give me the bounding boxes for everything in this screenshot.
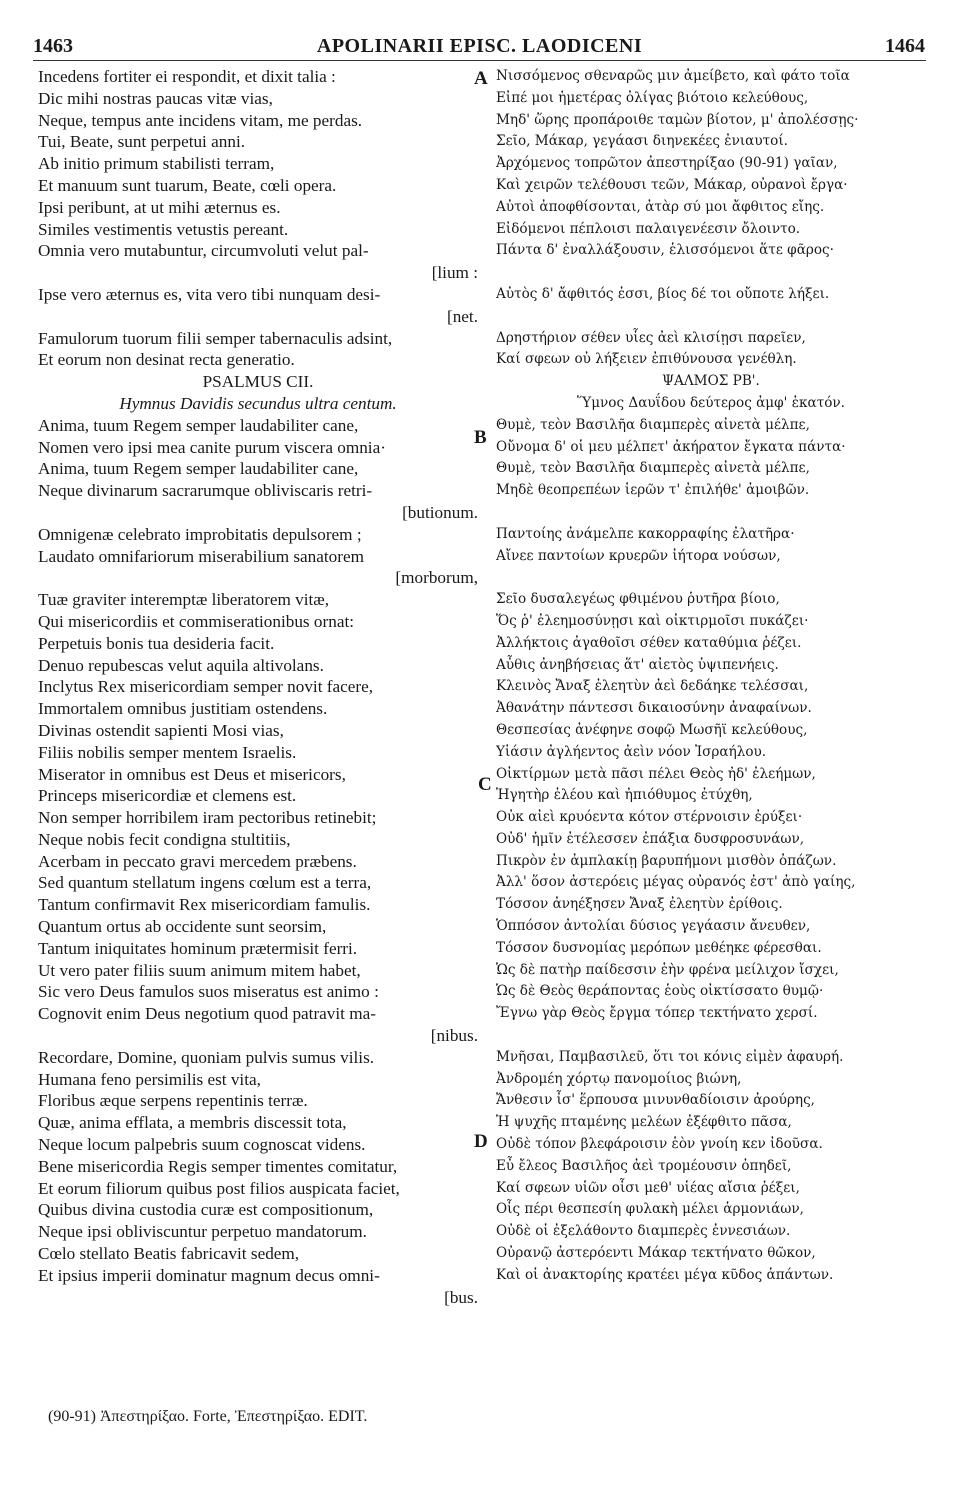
greek-line (496, 1287, 926, 1309)
latin-line: Ipse vero æternus es, vita vero tibi nunquam desi- (38, 284, 381, 304)
greek-line: ΨΑΛΜΟΣ ΡΒ'. (662, 373, 760, 390)
greek-line: Αὖθις ἀνηβήσειας ἅτ' αἰετὸς ὑψιπενήεις. (496, 656, 779, 673)
greek-line: Θυμὲ, τεὸν Βασιλῆα διαμπερὲς αἰνετὰ μέλπε, (496, 416, 810, 433)
latin-line: Miserator in omnibus est Deus et misericors, (38, 764, 346, 784)
latin-line: Hymnus Davidis secundus ultra centum. (119, 393, 397, 413)
greek-line: Ὡς δὲ πατὴρ παίδεσσιν ἑὴν φρένα μείλιχον ἴσχει, (496, 961, 839, 978)
running-title: APOLINARII EPISC. LAODICENI (316, 35, 643, 57)
latin-line: Incedens fortiter ei respondit, et dixit talia : (38, 67, 336, 86)
latin-line: Tantum iniquitates hominum prætermisit ferri. (38, 938, 358, 958)
latin-line: [net. (446, 306, 478, 326)
latin-line: [bus. (444, 1287, 478, 1307)
latin-line: Et eorum filiorum quibus post filios auspicata faciet, (38, 1178, 400, 1198)
latin-line: Cognovit enim Deus negotium quod patravit ma- (38, 1004, 376, 1024)
greek-column (496, 66, 926, 1308)
greek-line: Οὐδὲ τόπον βλεφάροισιν ἑὸν γνοίη κεν ἰδοῦσα. (496, 1136, 823, 1153)
greek-line: Εἰπέ μοι ἡμετέρας ὀλίγας βιότοιο κελεύθους, (496, 89, 809, 106)
greek-line: Εἰδόμενοι πέπλοισι παλαιγενέεσιν ὄλοιντο. (496, 220, 801, 237)
greek-line (496, 567, 926, 589)
latin-line: Tuæ graviter interemptæ liberatorem vitæ, (38, 590, 330, 610)
latin-line: Qui misericordiis et commiserationibus ornat: (38, 611, 354, 631)
page-header (0, 35, 959, 59)
margin-letter-c: C (478, 774, 492, 795)
greek-line: Ὡς δὲ Θεὸς θεράποντας ἑοὺς οἰκτίσσατο θυμῷ· (496, 983, 824, 1000)
greek-line: Ἀλλ' ὅσον ἀστερόεις μέγας οὐρανός ἐστ' ἀπὸ γαίης, (496, 874, 856, 891)
greek-line: Ὅς ῥ' ἐλεημοσύνῃσι καὶ οἰκτιρμοῖσι πυκάζει· (496, 612, 809, 629)
greek-line: Ἡ ψυχῆς πταμένης μελέων ἐξέφθιτο πᾶσα, (496, 1114, 792, 1131)
latin-line: Et eorum non desinat recta generatio. (38, 350, 295, 370)
greek-line: Εὖ ἔλεος Βασιλῆος ἀεὶ τρομέουσιν ὀπηδεῖ, (496, 1157, 792, 1174)
greek-line: Καὶ χειρῶν τελέθουσι τεῶν, Μάκαρ, οὐρανοὶ ἔργα· (496, 176, 848, 193)
latin-line: Famulorum tuorum filii semper tabernaculis adsint, (38, 328, 393, 348)
latin-line: Quibus divina custodia curæ est compositionum, (38, 1200, 374, 1220)
latin-line: Neque nobis fecit condigna stultitiis, (38, 829, 291, 849)
footnote: (90-91) Ἀπεστηρίξαο. Forte, Ἐπεστηρίξαο. EDIT. (48, 1408, 368, 1425)
latin-line: Immortalem omnibus justitiam ostendens. (38, 699, 328, 719)
latin-line: Neque locum palpebris suum cognoscat videns. (38, 1135, 366, 1155)
latin-column (38, 66, 478, 1308)
greek-line: Οὐκ αἰεὶ κρυόεντα κότον στέρνοισιν ἐρύξει· (496, 809, 803, 826)
latin-line: [morborum, (395, 568, 478, 588)
latin-line: Anima, tuum Regem semper laudabiliter cane, (38, 415, 359, 435)
latin-line: Neque divinarum sacrarumque obliviscaris retri- (38, 481, 373, 501)
latin-line: Denuo repubescas velut aquila altivolans. (38, 655, 324, 675)
latin-line: Dic mihi nostras paucas vitæ vias, (38, 88, 273, 108)
greek-line: Υἱάσιν ἀγλήεντος ἀεὶν νόον Ἰσραήλου. (496, 743, 767, 760)
latin-line: Divinas ostendit sapienti Mosi vias, (38, 720, 284, 740)
greek-line: Ὁππόσον ἀντολίαι δύσιος γεγάασιν ἄνευθεν, (496, 918, 811, 935)
greek-line: Αἴνεε παντοίων κρυερῶν ἰήτορα νούσων, (496, 547, 781, 564)
greek-line: Πικρὸν ἐν ἀμπλακίῃ βαρυπήμονι μισθὸν ὀπάζων. (496, 852, 837, 869)
greek-line: Ὕμνος Δαυΐδου δεύτερος ἀμφ' ἑκατόν. (577, 394, 845, 411)
page-number-left: 1463 (33, 35, 73, 57)
greek-line: Δρηστήριον σέθεν υἷες ἀεὶ κλισίῃσι παρεῖεν, (496, 329, 806, 346)
latin-line: Filiis nobilis semper mentem Israelis. (38, 742, 297, 762)
latin-line: Sic vero Deus famulos suos miseratus est animo : (38, 982, 379, 1002)
greek-line: Καί σφεων υἱῶν οἷσι μεθ' υἱέας αἴσια ῥέξει, (496, 1179, 800, 1196)
greek-line: Θεσπεσίας ἀνέφηνε σοφῷ Μωσῆϊ κελεύθους, (496, 721, 808, 738)
margin-letter-d: D (474, 1131, 488, 1152)
greek-line: Ἀλλήκτοις ἀγαθοῖσι σέθεν καταθύμια ῥέζει. (496, 634, 802, 651)
greek-line: Οὔνομα δ' οἱ μευ μέλπετ' ἀκήρατον ἔγκατα πάντα· (496, 438, 846, 455)
latin-line: Ipsi peribunt, at ut mihi æternus es. (38, 197, 281, 217)
latin-line: Floribus æque serpens repentinis terræ. (38, 1091, 308, 1111)
latin-line: Tantum confirmavit Rex misericordiam famulis. (38, 895, 371, 915)
latin-line: Et manuum sunt tuarum, Beate, cœli opera. (38, 175, 337, 195)
latin-line: PSALMUS CII. (202, 372, 314, 392)
margin-letter-b: B (474, 427, 487, 448)
latin-line: Bene misericordia Regis semper timentes comitatur, (38, 1156, 398, 1176)
greek-line: Οὐδὲ οἱ ἐξελάθοντο διαμπερὲς ἐννεσιάων. (496, 1223, 791, 1240)
greek-line (496, 1025, 926, 1047)
greek-line (496, 502, 926, 524)
latin-line: Omnigenæ celebrato improbitatis depulsorem ; (38, 524, 362, 544)
greek-line: Τόσσον ἀνηέξησεν Ἄναξ ἐλεητὺν ἐρίθοις. (496, 896, 783, 913)
latin-line: Inclytus Rex misericordiam semper novit facere, (38, 677, 374, 697)
latin-line: Neque ipsi obliviscuntur perpetuo mandatorum. (38, 1222, 367, 1242)
greek-line: Παντοίης ἀνάμελπε κακορραφίης ἐλατῆρα· (496, 525, 795, 542)
latin-line: Acerbam in peccato gravi mercedem præbens. (38, 851, 357, 871)
greek-line: Μηδὲ θεοπρεπέων ἱερῶν τ' ἐπιλήθε' ἀμοιβῶν. (496, 482, 810, 499)
latin-line: Non semper horribilem iram pectoribus retinebit; (38, 808, 377, 828)
margin-letter-a: A (474, 68, 488, 89)
latin-line: [butionum. (402, 502, 478, 522)
latin-line: Quæ, anima efflata, a membris discessit tota, (38, 1113, 347, 1133)
latin-line: Anima, tuum Regem semper laudabiliter cane, (38, 459, 359, 479)
latin-line: Princeps misericordiæ et clemens est. (38, 786, 297, 806)
greek-line: Ἡγητὴρ ἐλέου καὶ ἠπιόθυμος ἐτύχθη, (496, 787, 753, 804)
greek-line: Ἄνθεσιν ἶσ' ἕρπουσα μινυνθαδίοισιν ἀρούρης, (496, 1092, 816, 1109)
latin-line: Recordare, Domine, quoniam pulvis sumus vilis. (38, 1047, 375, 1067)
greek-line: Οὐδ' ἡμῖν ἐτέλεσσεν ἐπάξια δυσφροσυνάων, (496, 830, 805, 847)
latin-line: [nibus. (430, 1026, 478, 1046)
header-rule (33, 60, 926, 61)
page-number-right: 1464 (885, 35, 925, 57)
latin-line: Ut vero pater filiis suum animum mitem habet, (38, 960, 361, 980)
latin-line: Cœlo stellato Beatis fabricavit sedem, (38, 1244, 300, 1264)
latin-line: Ab initio primum stabilisti terram, (38, 154, 275, 174)
latin-line: Et ipsius imperii dominatur magnum decus omni- (38, 1265, 380, 1285)
latin-line: Perpetuis bonis tua desideria facit. (38, 633, 275, 653)
greek-line: Οἰκτίρμων μετὰ πᾶσι πέλει Θεὸς ἠδ' ἐλεήμων, (496, 765, 816, 782)
greek-line: Σεῖο, Μάκαρ, γεγάασι διηνεκέες ἐνιαυτοί. (496, 133, 788, 150)
greek-line: Νισσόμενος σθεναρῶς μιν ἀμείβετο, καὶ φάτο τοῖα (496, 68, 850, 84)
greek-line: Ἀθανάτην πάντεσσι δικαιοσύνην ἀναφαίνων. (496, 700, 812, 717)
greek-line: Καὶ οἱ ἀνακτορίης κρατέει μέγα κῦδος ἁπάντων. (496, 1266, 834, 1283)
greek-line: Θυμὲ, τεὸν Βασιλῆα διαμπερὲς αἰνετὰ μέλπε, (496, 460, 810, 477)
greek-line: Σεῖο δυσαλεγέως φθιμένου ῥυτῆρα βίοιο, (496, 591, 780, 608)
latin-line: Nomen vero ipsi mea canite purum viscera omnia· (38, 437, 386, 457)
greek-line: Τόσσον δυσνομίας μερόπων μεθέηκε φέρεσθαι. (496, 939, 822, 956)
latin-line: Similes vestimentis vetustis pereant. (38, 219, 289, 239)
latin-line: Laudato omnifariorum miserabilium sanatorem (38, 546, 364, 566)
greek-line: Αὐτὸς δ' ἄφθιτός ἐσσι, βίος δέ τοι οὔποτε λήξει. (496, 285, 830, 302)
latin-line: Tui, Beate, sunt perpetui anni. (38, 132, 246, 152)
greek-line (496, 262, 926, 284)
latin-line: Humana feno persimilis est vita, (38, 1069, 261, 1089)
greek-line: Ἀρχόμενος τοπρῶτον ἀπεστηρίξαο (90-91) γαῖαν, (496, 155, 838, 172)
greek-line: Αὐτοὶ ἀποφθίσονται, ἀτὰρ σύ μοι ἄφθιτος εἴης. (496, 198, 825, 215)
greek-line: Μηδ' ὥρης προπάροιθε ταμὼν βίοτον, μ' ἀπολέσσῃς· (496, 111, 859, 128)
greek-line: Πάντα δ' ἐναλλάξουσιν, ἑλισσόμενοι ἅτε φᾶρος· (496, 242, 834, 259)
greek-line: Μνῆσαι, Παμβασιλεῦ, ὅτι τοι κόνις εἰμὲν ἀφαυρή. (496, 1048, 844, 1065)
latin-line: Sed quantum stellatum ingens cœlum est a terra, (38, 873, 372, 893)
latin-line: Omnia vero mutabuntur, circumvoluti velut pal- (38, 241, 369, 261)
latin-line: Neque, tempus ante incidens vitam, me perdas. (38, 110, 363, 130)
greek-line: Οἷς πέρι θεσπεσίη φυλακὴ μέλει ἁρμονιάων, (496, 1201, 804, 1218)
latin-line: [lium : (431, 263, 478, 283)
greek-line: Οὐρανῷ ἀστερόεντι Μάκαρ τεκτήνατο θῶκον, (496, 1245, 816, 1262)
greek-line: Κλεινὸς Ἄναξ ἐλεητὺν ἀεὶ δεδάηκε τελέσσαι, (496, 678, 809, 695)
greek-line: Ἔγνω γὰρ Θεὸς ἔργμα τόπερ τεκτήνατο χερσί. (496, 1005, 818, 1022)
greek-line: Καί σφεων οὐ λήξειεν ἐπιθύνουσα γενέθλη. (496, 351, 797, 368)
greek-line (496, 306, 926, 328)
greek-line: Ἀνδρομέη χόρτῳ πανομοίιος βιώνη, (496, 1070, 742, 1087)
latin-line: Quantum ortus ab occidente sunt seorsim, (38, 917, 327, 937)
